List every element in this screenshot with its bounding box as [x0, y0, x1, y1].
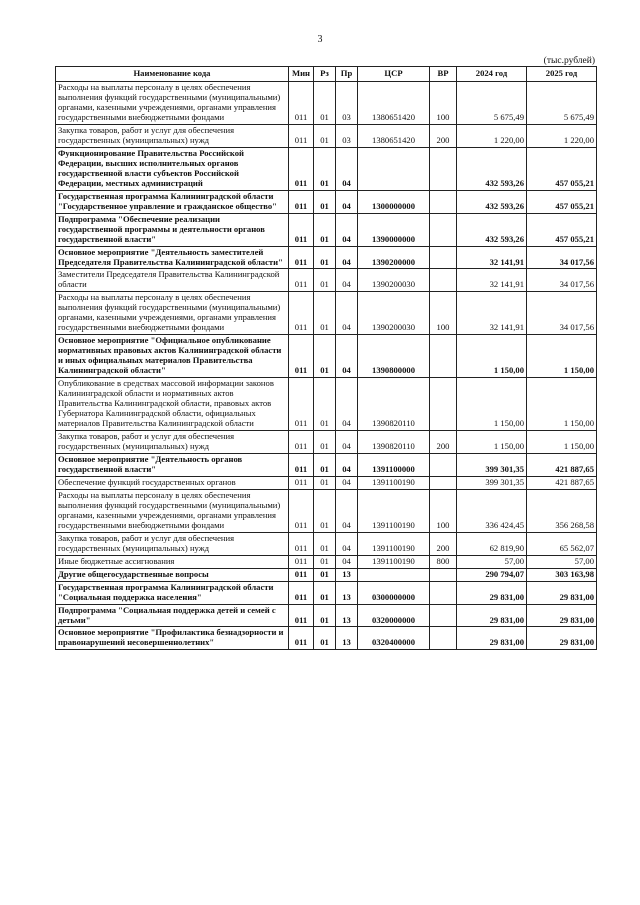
row-csr: 1391100190: [358, 532, 430, 555]
row-vr: 100: [430, 82, 457, 125]
row-vr: [430, 335, 457, 378]
row-min: 011: [289, 532, 314, 555]
row-min: 011: [289, 378, 314, 431]
table-row: [56, 147, 597, 190]
row-pr: 04: [336, 292, 358, 335]
row-amount-2025: 29 831,00: [527, 627, 597, 650]
table-row: [56, 476, 597, 489]
row-rz: 01: [314, 627, 336, 650]
row-csr: 1391100000: [358, 453, 430, 476]
row-csr: 1390820110: [358, 431, 430, 454]
row-csr: 1300000000: [358, 190, 430, 213]
row-rz: 01: [314, 378, 336, 431]
row-amount-2025: 29 831,00: [527, 581, 597, 604]
row-name: Функционирование Правительства Российской Федерации, высших исполнительных органов государственной власти субъектов Российской Федерации, местных администраций: [56, 147, 289, 190]
row-amount-2024: 432 593,26: [457, 147, 527, 190]
row-amount-2024: 29 831,00: [457, 627, 527, 650]
header-rz: Рз: [314, 67, 336, 82]
row-vr: [430, 453, 457, 476]
row-amount-2024: 29 831,00: [457, 581, 527, 604]
row-csr: 0300000000: [358, 581, 430, 604]
row-vr: [430, 568, 457, 581]
row-min: 011: [289, 82, 314, 125]
row-rz: 01: [314, 568, 336, 581]
row-pr: 13: [336, 581, 358, 604]
row-min: 011: [289, 476, 314, 489]
row-pr: 04: [336, 476, 358, 489]
row-amount-2025: 5 675,49: [527, 82, 597, 125]
row-amount-2025: 1 150,00: [527, 378, 597, 431]
row-pr: 04: [336, 269, 358, 292]
row-csr: 1390820110: [358, 378, 430, 431]
header-vr: ВР: [430, 67, 457, 82]
table-header-row: [56, 67, 597, 82]
row-amount-2025: 421 887,65: [527, 453, 597, 476]
row-amount-2025: 57,00: [527, 555, 597, 568]
row-min: 011: [289, 246, 314, 269]
row-pr: 04: [336, 190, 358, 213]
row-rz: 01: [314, 581, 336, 604]
row-csr: [358, 568, 430, 581]
row-rz: 01: [314, 335, 336, 378]
row-rz: 01: [314, 453, 336, 476]
row-csr: 1391100190: [358, 476, 430, 489]
row-vr: [430, 147, 457, 190]
row-vr: [430, 604, 457, 627]
row-name: Расходы на выплаты персоналу в целях обеспечения выполнения функций государственными (муниципальными) органами, казенными учреждениями, органами управления государственными внебюджетными фондами: [56, 82, 289, 125]
row-pr: 04: [336, 532, 358, 555]
row-vr: [430, 213, 457, 246]
row-amount-2025: 34 017,56: [527, 292, 597, 335]
row-rz: 01: [314, 292, 336, 335]
row-csr: 1390200030: [358, 269, 430, 292]
row-pr: 13: [336, 627, 358, 650]
row-name: Закупка товаров, работ и услуг для обеспечения государственных (муниципальных) нужд: [56, 532, 289, 555]
row-vr: [430, 627, 457, 650]
row-rz: 01: [314, 246, 336, 269]
row-rz: 01: [314, 431, 336, 454]
row-vr: [430, 269, 457, 292]
row-amount-2025: 457 055,21: [527, 213, 597, 246]
row-amount-2024: 29 831,00: [457, 604, 527, 627]
row-pr: 04: [336, 555, 358, 568]
row-vr: [430, 190, 457, 213]
row-amount-2024: 62 819,90: [457, 532, 527, 555]
row-min: 011: [289, 581, 314, 604]
table-row: [56, 246, 597, 269]
row-min: 011: [289, 431, 314, 454]
header-pr: Пр: [336, 67, 358, 82]
row-min: 011: [289, 190, 314, 213]
row-pr: 13: [336, 604, 358, 627]
row-min: 011: [289, 604, 314, 627]
header-2024: 2024 год: [457, 67, 527, 82]
table-row: [56, 82, 597, 125]
row-pr: 04: [336, 431, 358, 454]
row-vr: [430, 378, 457, 431]
row-amount-2025: 303 163,98: [527, 568, 597, 581]
row-amount-2025: 34 017,56: [527, 269, 597, 292]
table-body: [56, 82, 597, 650]
header-csr: ЦСР: [358, 67, 430, 82]
row-amount-2025: 457 055,21: [527, 190, 597, 213]
row-name: Государственная программа Калининградской области "Государственное управление и гражданское общество": [56, 190, 289, 213]
row-amount-2024: 57,00: [457, 555, 527, 568]
row-pr: 04: [336, 213, 358, 246]
table-row: [56, 532, 597, 555]
header-name: Наименование кода: [56, 67, 289, 82]
row-name: Опубликование в средствах массовой информации законов Калининградской области и нормативных актов Правительства Калининградской области, правовых актов Губернатора Калининградской области, официальных материалов Правительства Калининградской области: [56, 378, 289, 431]
row-vr: 100: [430, 489, 457, 532]
row-name: Подпрограмма "Обеспечение реализации государственной программы и деятельности органов государственной власти": [56, 213, 289, 246]
row-pr: 04: [336, 147, 358, 190]
header-min: Мин: [289, 67, 314, 82]
row-name: Основное мероприятие "Деятельность заместителей Председателя Правительства Калининградской области": [56, 246, 289, 269]
row-vr: 100: [430, 292, 457, 335]
row-min: 011: [289, 213, 314, 246]
row-csr: 1391100190: [358, 555, 430, 568]
row-amount-2024: 32 141,91: [457, 292, 527, 335]
row-amount-2024: 432 593,26: [457, 190, 527, 213]
row-amount-2024: 432 593,26: [457, 213, 527, 246]
row-rz: 01: [314, 604, 336, 627]
table-row: [56, 335, 597, 378]
row-amount-2024: 290 794,07: [457, 568, 527, 581]
row-csr: 1390200030: [358, 292, 430, 335]
row-min: 011: [289, 147, 314, 190]
row-csr: 1390000000: [358, 213, 430, 246]
row-amount-2024: 399 301,35: [457, 453, 527, 476]
row-csr: 1380651420: [358, 124, 430, 147]
row-amount-2024: 336 424,45: [457, 489, 527, 532]
row-amount-2025: 29 831,00: [527, 604, 597, 627]
row-name: Основное мероприятие "Профилактика безнадзорности и правонарушений несовершеннолетних": [56, 627, 289, 650]
row-rz: 01: [314, 555, 336, 568]
row-min: 011: [289, 335, 314, 378]
row-pr: 04: [336, 246, 358, 269]
row-min: 011: [289, 269, 314, 292]
row-min: 011: [289, 555, 314, 568]
row-min: 011: [289, 627, 314, 650]
row-rz: 01: [314, 124, 336, 147]
row-amount-2025: 356 268,58: [527, 489, 597, 532]
row-csr: 1390200000: [358, 246, 430, 269]
row-name: Основное мероприятие "Деятельность органов государственной власти": [56, 453, 289, 476]
row-min: 011: [289, 292, 314, 335]
row-pr: 04: [336, 335, 358, 378]
row-min: 011: [289, 568, 314, 581]
units-note: (тыс.рублей): [543, 56, 595, 66]
row-pr: 04: [336, 453, 358, 476]
row-pr: 03: [336, 124, 358, 147]
row-name: Расходы на выплаты персоналу в целях обеспечения выполнения функций государственными (муниципальными) органами, казенными учреждениями, органами управления государственными внебюджетными фондами: [56, 292, 289, 335]
row-amount-2024: 1 220,00: [457, 124, 527, 147]
row-amount-2025: 1 150,00: [527, 431, 597, 454]
row-rz: 01: [314, 82, 336, 125]
table-row: [56, 555, 597, 568]
row-vr: 200: [430, 431, 457, 454]
table-row: [56, 627, 597, 650]
row-amount-2024: 5 675,49: [457, 82, 527, 125]
budget-table: [55, 66, 597, 650]
row-name: Заместители Председателя Правительства Калининградской области: [56, 269, 289, 292]
row-name: Расходы на выплаты персоналу в целях обеспечения выполнения функций государственными (муниципальными) органами, казенными учреждениями, органами управления государственными внебюджетными фондами: [56, 489, 289, 532]
row-name: Государственная программа Калининградской области "Социальная поддержка населения": [56, 581, 289, 604]
row-vr: 800: [430, 555, 457, 568]
row-name: Иные бюджетные ассигнования: [56, 555, 289, 568]
row-vr: [430, 476, 457, 489]
table-row: [56, 269, 597, 292]
row-vr: [430, 246, 457, 269]
row-amount-2024: 1 150,00: [457, 335, 527, 378]
row-csr: 1380651420: [358, 82, 430, 125]
row-rz: 01: [314, 147, 336, 190]
row-csr: 0320400000: [358, 627, 430, 650]
row-csr: [358, 147, 430, 190]
row-pr: 04: [336, 378, 358, 431]
table-row: [56, 489, 597, 532]
row-pr: 03: [336, 82, 358, 125]
row-amount-2024: 32 141,91: [457, 269, 527, 292]
row-name: Другие общегосударственные вопросы: [56, 568, 289, 581]
row-min: 011: [289, 124, 314, 147]
table-row: [56, 581, 597, 604]
row-min: 011: [289, 489, 314, 532]
row-csr: 0320000000: [358, 604, 430, 627]
row-amount-2024: 399 301,35: [457, 476, 527, 489]
row-rz: 01: [314, 476, 336, 489]
row-pr: 04: [336, 489, 358, 532]
row-csr: 1391100190: [358, 489, 430, 532]
table-row: [56, 378, 597, 431]
row-amount-2024: 1 150,00: [457, 378, 527, 431]
row-rz: 01: [314, 489, 336, 532]
row-vr: 200: [430, 532, 457, 555]
row-vr: 200: [430, 124, 457, 147]
table-row: [56, 431, 597, 454]
row-name: Основное мероприятие "Официальное опубликование нормативных правовых актов Калининградской области и иных официальных материалов Правительства Калининградской области": [56, 335, 289, 378]
row-amount-2025: 457 055,21: [527, 147, 597, 190]
row-amount-2025: 421 887,65: [527, 476, 597, 489]
row-rz: 01: [314, 190, 336, 213]
table-row: [56, 213, 597, 246]
row-min: 011: [289, 453, 314, 476]
row-rz: 01: [314, 269, 336, 292]
table-row: [56, 604, 597, 627]
row-amount-2024: 1 150,00: [457, 431, 527, 454]
table-row: [56, 568, 597, 581]
table-row: [56, 453, 597, 476]
row-name: Подпрограмма "Социальная поддержка детей и семей с детьми": [56, 604, 289, 627]
row-pr: 13: [336, 568, 358, 581]
row-name: Закупка товаров, работ и услуг для обеспечения государственных (муниципальных) нужд: [56, 431, 289, 454]
row-amount-2025: 34 017,56: [527, 246, 597, 269]
row-vr: [430, 581, 457, 604]
row-amount-2025: 1 220,00: [527, 124, 597, 147]
page-number: 3: [317, 34, 323, 45]
row-csr: 1390800000: [358, 335, 430, 378]
row-name: Обеспечение функций государственных органов: [56, 476, 289, 489]
header-2025: 2025 год: [527, 67, 597, 82]
row-amount-2024: 32 141,91: [457, 246, 527, 269]
row-amount-2025: 65 562,07: [527, 532, 597, 555]
row-rz: 01: [314, 532, 336, 555]
row-name: Закупка товаров, работ и услуг для обеспечения государственных (муниципальных) нужд: [56, 124, 289, 147]
table-row: [56, 190, 597, 213]
row-rz: 01: [314, 213, 336, 246]
table-row: [56, 292, 597, 335]
row-amount-2025: 1 150,00: [527, 335, 597, 378]
table-row: [56, 124, 597, 147]
